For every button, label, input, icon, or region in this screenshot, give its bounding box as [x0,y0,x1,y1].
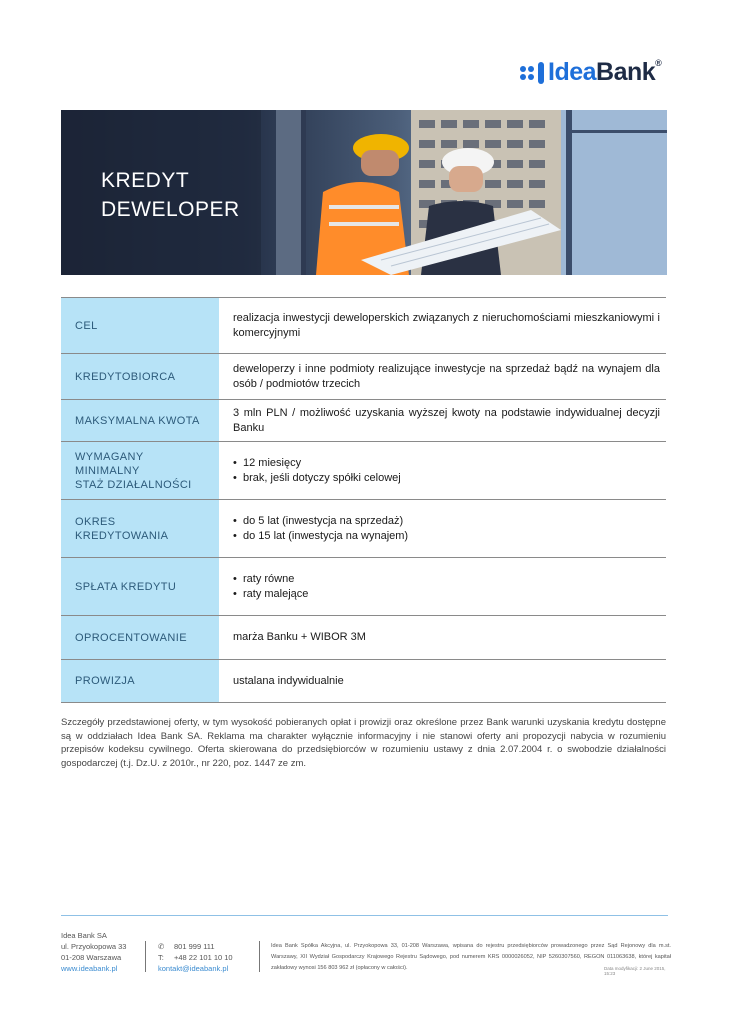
logo-dots-icon [520,66,534,80]
row-label: SPŁATA KREDYTU [61,558,219,615]
table-row-okres [61,500,666,558]
website-link[interactable]: www.ideabank.pl [61,964,118,973]
hero-banner [61,110,667,275]
table-row-oprocentowanie [61,616,666,660]
row-label: OPROCENTOWANIE [61,616,219,659]
row-label: MAKSYMALNA KWOTA [61,400,219,441]
table-row-staz [61,442,666,500]
table-row-cel [61,298,666,354]
list-item: • brak, jeśli dotyczy spółki celowej [233,471,660,486]
footer-divider [61,915,668,916]
row-value [219,558,666,615]
list-item: • raty równe [233,572,660,587]
table-row-kwota [61,400,666,442]
idea-bank-logo [520,58,661,87]
table-row-kredytobiorca [61,354,666,400]
table-row-splata [61,558,666,616]
loan-spec-table [61,297,666,703]
row-value: ustalana indywidualnie [233,674,344,687]
email-link[interactable]: kontakt@ideabank.pl [158,964,229,973]
row-value [219,500,666,557]
logo-bar-icon [538,62,544,84]
banner-title: KREDYT DEWELOPER [101,169,240,221]
row-value: realizacja inwestycji deweloperskich związanych z nieruchomościami mieszkaniowymi i komercyjnymi [233,311,660,339]
list-item: • do 15 lat (inwestycja na wynajem) [233,529,660,544]
logo-wordmark: IdeaBank® [548,58,662,86]
table-row-prowizja [61,660,666,703]
row-value: marża Banku + WIBOR 3M [233,631,366,643]
list-item: • raty malejące [233,587,660,602]
list-item: • do 5 lat (inwestycja na sprzedaż) [233,514,660,529]
list-item: • 12 miesięcy [233,456,660,471]
row-label: KREDYTOBIORCA [61,354,219,399]
offer-disclaimer: Szczegóły przedstawionej oferty, w tym wysokość pobieranych opłat i prowizji oraz określone przez Bank warunki uzyskania kredytu dostępne są w oddziałach Idea Bank SA. Reklama ma charakter wyłącznie informacyjny i nie stanowi oferty ani propozycji nabycia w rozumieniu przepisów kodeksu cywilnego. Oferta skierowana do przedsiębiorców w rozumieniu ustawy z dnia 2.07.2004 r. o swobodzie działalności gospodarczej (t.j. Dz.U. z 2010r., nr 220, poz. 1447 ze zm. [61,717,666,769]
footer-separator [145,941,146,972]
row-value: 3 mln PLN / możliwość uzyskania wyższej kwoty na podstawie indywidualnej decyzji Banku [233,406,660,434]
row-label: WYMAGANY MINIMALNY STAŻ DZIAŁALNOŚCI [61,442,219,499]
row-value: deweloperzy i inne podmioty realizujące inwestycje na sprzedaż bądź na wynajem dla osób / podmiotów trzecich [233,362,660,390]
row-label: CEL [61,298,219,353]
footer [61,930,671,980]
footer-address: Idea Bank SA ul. Przyokopowa 33 01-208 Warszawa www.ideabank.pl [61,931,127,973]
phone-icon: ✆ [158,942,165,951]
footer-separator [259,941,260,972]
footer-legal: Idea Bank Spółka Akcyjna, ul. Przyokopowa 33, 01-208 Warszawa, wpisana do rejestru przedsiębiorców prowadzonego przez Sąd Rejonowy dla m.st. Warszawy, XII Wydział Gospodarczy Krajowego Rejestru Sądowego, pod numerem KRS 0000026052, NIP 5260307560, REGON 011063638, której kapitał zakładowy wynosi 156 803 962 zł (opłacony w całości). [271,943,671,971]
footer-contact: ✆ 801 999 111 T: +48 22 101 10 10 kontakt@ideabank.pl [158,942,233,973]
row-label: OKRES KREDYTOWANIA [61,500,219,557]
modification-date: Data modyfikacji: 2 June 2015, 15:23 [604,966,666,976]
row-value [219,442,666,499]
row-label: PROWIZJA [61,660,219,702]
